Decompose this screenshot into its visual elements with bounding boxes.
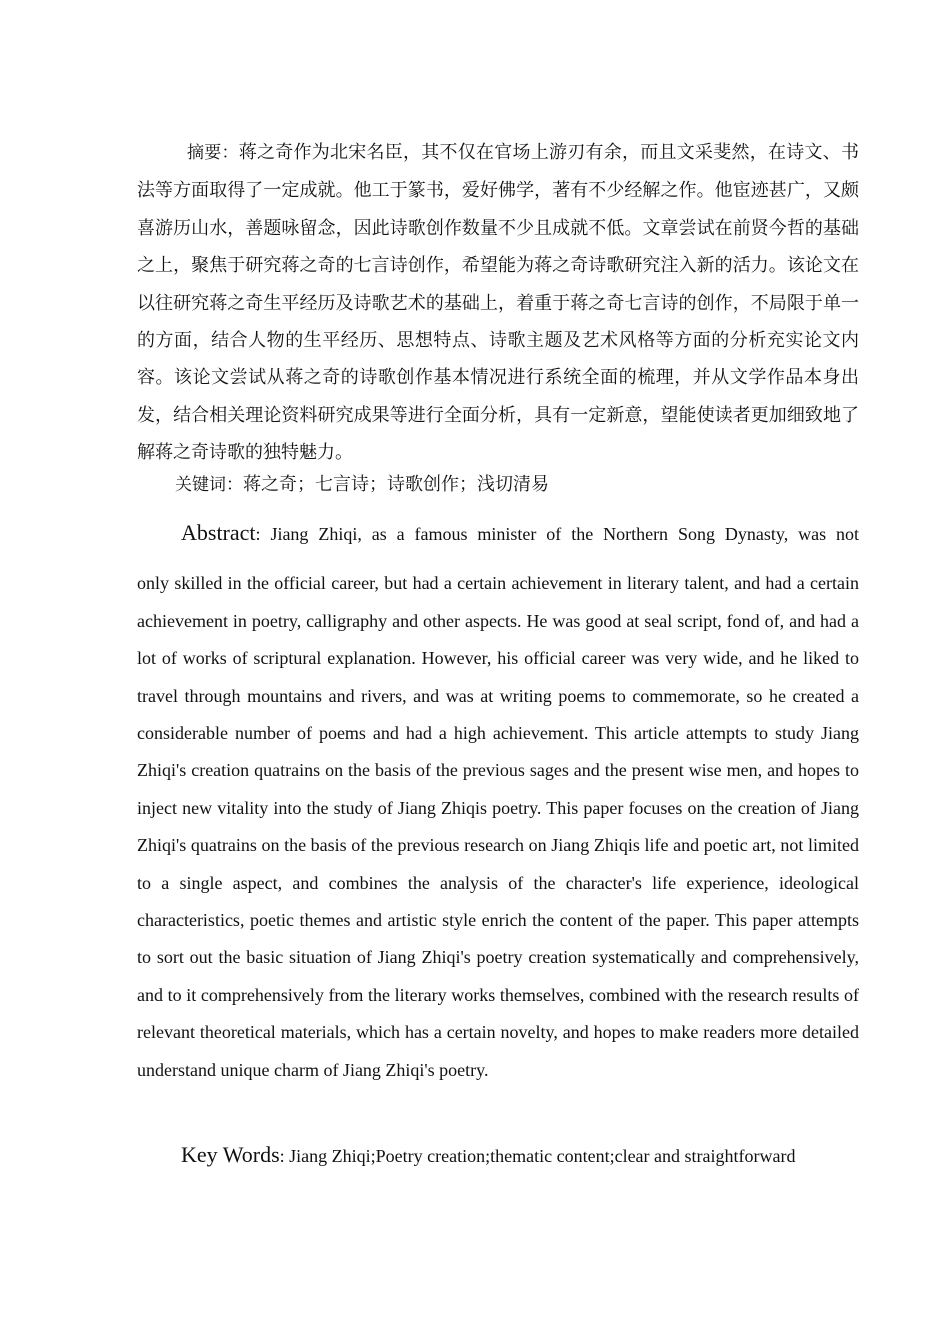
english-abstract-label: Abstract — [181, 520, 256, 545]
chinese-abstract-text: 蒋之奇作为北宋名臣，其不仅在官场上游刃有余，而且文采斐然，在诗文、书法等方面取得了一定成就。他工于篆书，爱好佛学，著有不少经解之作。他宦迹甚广，又颇喜游历山水，善题咏留念，因此诗歌创作数量不少且成就不低。文章尝试在前贤今哲的基础之上，聚焦于研究蒋之奇的七言诗创作，希望能为蒋之奇诗歌研究注入新的活力。该论文在以往研究蒋之奇生平经历及诗歌艺术的基础上，着重于蒋之奇七言诗的创作，不局限于单一的方面，结合人物的生平经历、思想特点、诗歌主题及艺术风格等方面的分析充实论文内容。该论文尝试从蒋之奇的诗歌创作基本情况进行系统全面的梳理，并从文学作品本身出发，结合相关理论资料研究成果等进行全面分析，具有一定新意，望能使读者更加细致地了解蒋之奇诗歌的独特魅力。 — [137, 142, 859, 464]
english-keywords-label: Key Words — [181, 1142, 280, 1167]
english-abstract-text: only skilled in the official career, but had a certain achievement in literary talent, and had a certain achievement in poetry, calligraphy and other aspects. He was good at seal script, fond of, and had a lot of works of scriptural explanation. However, his official career was very wide, and he liked to travel through mountains and rivers, and was at writing poems to commemorate, so he created a considerable number of poems and had a high achievement. This article attempts to study Jiang Zhiqi's creation quatrains on the basis of the previous sages and the present wise men, and hopes to inject new vitality into the study of Jiang Zhiqis poetry. This paper focuses on the creation of Jiang Zhiqi's quatrains on the basis of the previous research on Jiang Zhiqis life and poetic art, not limited to a single aspect, and combines the analysis of the character's life experience, ideological characteristics, poetic themes and artistic style enrich the content of the paper. This paper attempts to sort out the basic situation of Jiang Zhiqi's poetry creation systematically and comprehensively, and to it comprehensively from the literary works themselves, combined with the research results of relevant theoretical materials, which has a certain novelty, and hopes to make readers more detailed understand unique charm of Jiang Zhiqi's poetry. — [137, 573, 859, 1080]
chinese-keywords-text: 蒋之奇；七言诗；诗歌创作；浅切清易 — [243, 474, 549, 495]
chinese-keywords — [175, 466, 859, 504]
english-keywords-colon: : — [279, 1146, 290, 1166]
chinese-abstract-label: 摘要： — [187, 143, 239, 163]
english-abstract-first-line-text: Jiang Zhiqi, as a famous minister of the Northern Song Dynasty, was not — [270, 524, 859, 544]
english-keywords-text: Jiang Zhiqi;Poetry creation;thematic content;clear and straightforward — [289, 1146, 796, 1166]
english-abstract-colon: : — [255, 524, 271, 544]
english-abstract — [137, 514, 859, 1089]
chinese-keywords-label: 关键词： — [175, 475, 243, 495]
chinese-abstract — [137, 134, 859, 472]
english-abstract-first-line — [137, 514, 859, 553]
english-keywords — [181, 1136, 881, 1175]
